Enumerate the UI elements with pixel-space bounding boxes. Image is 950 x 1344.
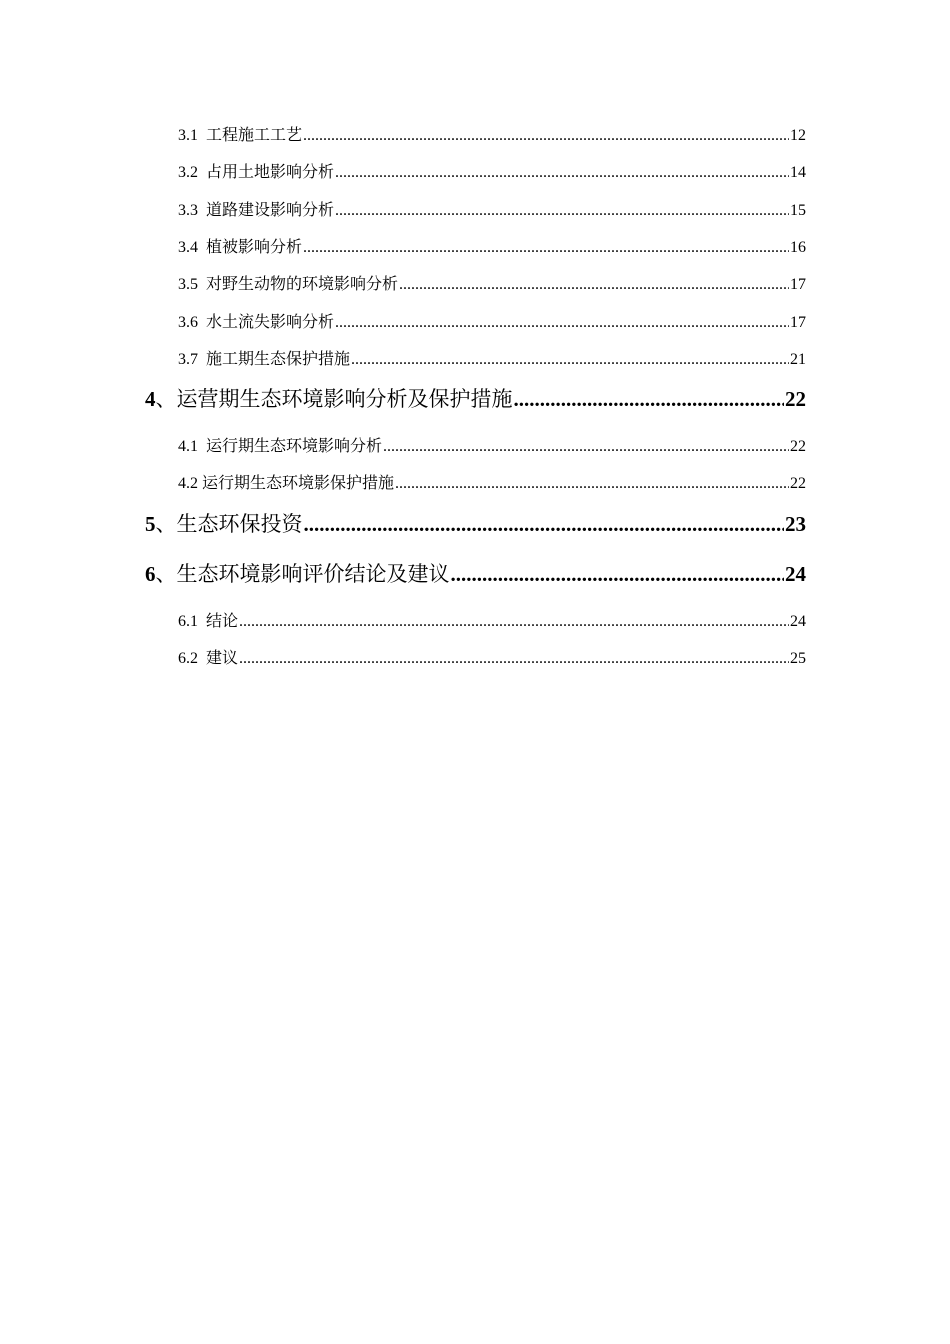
toc-number: 3.5: [178, 276, 198, 293]
toc-page-number: 15: [790, 202, 806, 219]
toc-entry-6-1[interactable]: [178, 608, 806, 630]
toc-leader: [335, 164, 789, 182]
toc-number: 5: [145, 512, 156, 536]
toc-entry-3-3[interactable]: [178, 197, 806, 219]
toc-entry-3-4[interactable]: [178, 234, 806, 256]
toc-page-number: 12: [790, 127, 806, 144]
toc-title: 建议: [206, 650, 239, 667]
toc-entry-3-1[interactable]: [178, 122, 806, 144]
toc-number: 4.1: [178, 438, 198, 455]
toc-leader: [335, 314, 789, 332]
toc-leader: [239, 650, 789, 668]
toc-entry-4-2[interactable]: [178, 470, 806, 492]
toc-page-number: 14: [790, 164, 806, 181]
toc-number: 6.1: [178, 613, 198, 630]
toc-title: 占用土地影响分析: [206, 164, 335, 181]
toc-page-number: 22: [790, 438, 806, 455]
toc-entry-5[interactable]: [145, 508, 806, 536]
toc-title: 、运营期生态环境影响分析及保护措施: [155, 387, 513, 411]
toc-page-number: 24: [790, 613, 806, 630]
toc-page-number: 23: [785, 512, 806, 536]
toc-leader: [303, 239, 789, 257]
toc-leader: [383, 438, 789, 456]
toc-leader: [239, 613, 789, 631]
toc-page-number: 17: [790, 276, 806, 293]
toc-page-number: 22: [785, 387, 806, 411]
toc-page-number: 24: [785, 562, 806, 586]
toc-title: 工程施工工艺: [206, 127, 303, 144]
toc-leader: [395, 475, 789, 493]
toc-title: 对野生动物的环境影响分析: [206, 276, 399, 293]
toc-number: 3.2: [178, 164, 198, 181]
toc-entry-4-1[interactable]: [178, 433, 806, 455]
toc-number: 6: [145, 562, 156, 586]
toc-title: 、生态环境影响评价结论及建议: [155, 562, 450, 586]
toc-entry-4[interactable]: [145, 383, 806, 411]
toc-number: 3.6: [178, 314, 198, 331]
toc-leader: [335, 202, 789, 220]
toc-number: 6.2: [178, 650, 198, 667]
toc-entry-3-6[interactable]: [178, 309, 806, 331]
toc-entry-3-5[interactable]: [178, 271, 806, 293]
toc-number: 3.1: [178, 127, 198, 144]
toc-leader: [451, 562, 785, 587]
toc-entry-6[interactable]: [145, 558, 806, 586]
toc-title: 、生态环保投资: [155, 512, 303, 536]
toc-entry-3-2[interactable]: [178, 159, 806, 181]
toc-title: 水土流失影响分析: [206, 314, 335, 331]
toc-entry-3-7[interactable]: [178, 346, 806, 368]
toc-number: 4: [145, 387, 156, 411]
toc-page-number: 16: [790, 239, 806, 256]
toc-number: 4.2: [178, 475, 198, 492]
toc-number: 3.3: [178, 202, 198, 219]
toc-leader: [351, 351, 789, 369]
toc-page-number: 25: [790, 650, 806, 667]
toc-leader: [399, 276, 789, 294]
toc-title: 施工期生态保护措施: [206, 351, 351, 368]
toc-leader: [304, 512, 785, 537]
toc-number: 3.4: [178, 239, 198, 256]
toc-leader: [303, 127, 789, 145]
toc-title: 运行期生态环境影保护措施: [202, 475, 395, 492]
toc-number: 3.7: [178, 351, 198, 368]
toc-page-number: 17: [790, 314, 806, 331]
toc-title: 结论: [206, 613, 239, 630]
toc-page-number: 21: [790, 351, 806, 368]
toc-entry-6-2[interactable]: [178, 645, 806, 667]
toc-title: 道路建设影响分析: [206, 202, 335, 219]
toc-leader: [514, 387, 785, 412]
toc-page-number: 22: [790, 475, 806, 492]
toc-title: 运行期生态环境影响分析: [206, 438, 383, 455]
toc-title: 植被影响分析: [206, 239, 303, 256]
